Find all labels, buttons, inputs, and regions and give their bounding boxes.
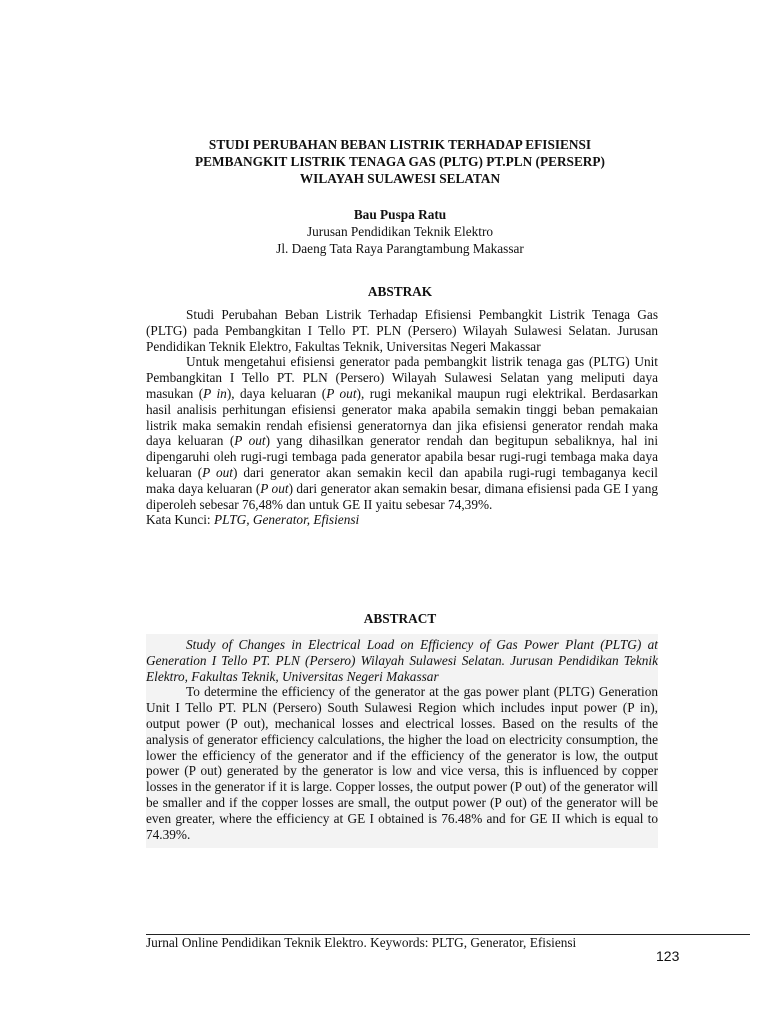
italic-term: P out: [260, 480, 289, 496]
text-run: ) yang dihasilkan generator rendah dan begitupun sebaliknya, hal ini dipengaruhi oleh rugi-rugi tembaga pada generator apabila besar rugi-rugi tembaga maka daya keluaran (: [146, 433, 659, 480]
text-run: ) dari generator akan semakin kecil dan apabila rugi-rugi tembaganya kecil maka daya keluaran (: [146, 464, 658, 496]
abstrak-heading: ABSTRAK: [367, 284, 433, 299]
footer-journal-name: Jurnal Online Pendidikan Teknik Elektro. Keywords: PLTG, Generator, Efisiensi: [146, 935, 577, 950]
abstract-paragraph-1: Study of Changes in Electrical Load on Efficiency of Gas Power Plant (PLTG) at Generation I Tello PT. PLN (Persero) Wilayah Sulawesi Selatan. Jurusan Pendidikan Teknik Elektro, Fakultas Teknik, Universitas Negeri Makassar: [146, 637, 658, 684]
italic-term: P in: [203, 385, 227, 401]
abstract-body: [146, 634, 658, 848]
paper-title: [140, 136, 660, 187]
keywords-label: Kata Kunci:: [146, 512, 214, 528]
abstrak-body: [146, 307, 658, 528]
author-name: Bau Puspa Ratu: [353, 207, 447, 222]
author-affiliation: Jurusan Pendidikan Teknik Elektro: [306, 224, 494, 239]
author-block: [140, 206, 660, 257]
keywords-value: PLTG, Generator, Efisiensi: [213, 512, 360, 528]
text-run: ), rugi mekanikal maupun rugi elektrikal. Berdasarkan hasil analisis perhitungan efisiensi generator maka apabila semakin tinggi beban pemakaian listrik maka semakin rendah efisiensi generatornya dan jika efisiensi generator rendah maka daya keluaran (: [146, 385, 658, 449]
italic-term: P out: [234, 433, 266, 449]
title-line-1: STUDI PERUBAHAN BEBAN LISTRIK TERHADAP EFISIENSI: [208, 137, 592, 152]
text-run: Untuk mengetahui efisiensi generator pada pembangkit listrik tenaga gas (PLTG) Unit Pembangkitan I Tello PT. PLN (Persero) Wilayah Sulawesi Selatan yang meliputi daya masukan (: [146, 354, 658, 401]
text-run: ) dari generator akan semakin besar, dimana efisiensi pada GE I yang diperoleh sebesar 76,48% dan untuk GE II yaitu sebesar 74,39%.: [146, 480, 658, 512]
abstrak-keywords: [146, 512, 658, 528]
italic-term: P out: [202, 464, 233, 480]
italic-term: P out: [326, 385, 357, 401]
abstrak-paragraph-1: Studi Perubahan Beban Listrik Terhadap Efisiensi Pembangkit Listrik Tenaga Gas (PLTG) pada Pembangkitan I Tello PT. PLN (Persero) Wilayah Sulawesi Selatan. Jurusan Pendidikan Teknik Elektro, Fakultas Teknik, Universitas Negeri Makassar: [146, 307, 658, 354]
author-address: Jl. Daeng Tata Raya Parangtambung Makassar: [276, 241, 524, 256]
title-line-2: PEMBANGKIT LISTRIK TENAGA GAS (PLTG) PT.PLN (PERSERP): [195, 154, 605, 169]
title-line-3: WILAYAH SULAWESI SELATAN: [299, 171, 501, 186]
page-number: 123: [656, 948, 680, 964]
abstract-heading: ABSTRACT: [363, 611, 437, 626]
text-run: ), daya keluaran (: [226, 385, 327, 401]
abstract-paragraph-2: To determine the efficiency of the generator at the gas power plant (PLTG) Generation Unit I Tello PT. PLN (Persero) South Sulawesi Region which includes input power (P in), output power (P out), mechanical losses and electrical losses. Based on the results of the analysis of generator efficiency calculations, the higher the load on electricity consumption, the lower the efficiency of the generator and if the efficiency of the generator is low, the output power (P out) generated by the generator is low and vice versa, this is influenced by copper losses in the generator if it is large. Copper losses, the output power (P out) of the generator will be smaller and if the copper losses are small, the output power (P out) of the generator will be even greater, where the efficiency at GE I obtained is 76.48% and for GE II which is equal to 74.39%.: [146, 684, 658, 842]
abstrak-paragraph-2: [146, 354, 658, 512]
